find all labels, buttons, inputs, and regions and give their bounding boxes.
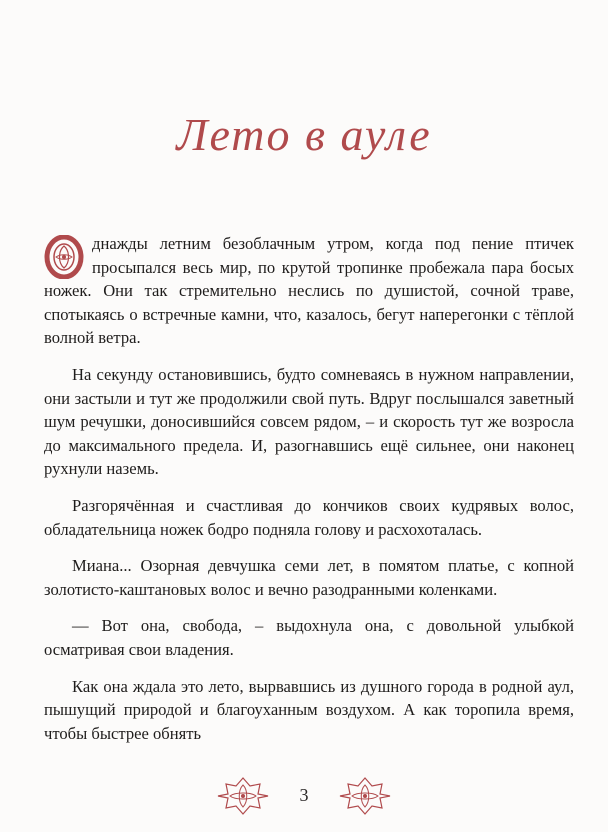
paragraph-6: Как она ждала это лето, вырвавшись из душного города в родной аул, пышущий природой и благоуханным воздухом. А как торопила время, чтобы быстрее обнять — [44, 676, 574, 743]
page-number: 3 — [299, 785, 309, 805]
chapter-text — [44, 232, 574, 758]
paragraph-4: Миана... Озорная девчушка семи лет, в помятом платье, с копной золотисто-каштановых волос и вечно разодранными коленками. — [44, 556, 574, 599]
paragraph-5: — Вот она, свобода, – выдохнула она, с довольной улыбкой осматривая свои владения. — [44, 616, 574, 659]
chapter-title: Лето в ауле — [176, 109, 432, 160]
paragraph-2: На секунду остановившись, будто сомневаясь в нужном направлении, они застыли и тут же продолжили свой путь. Вдруг послышался заветный шум речушки, доносившийся совсем рядом, – и скорость тут же возросла до максимального предела. И, разогнавшись ещё сильнее, они наконец рухнули наземь. — [44, 364, 574, 479]
paragraph-1 — [44, 232, 574, 350]
dropcap-ornament — [44, 235, 84, 279]
paragraph-3: Разгорячённая и счастливая до кончиков своих кудрявых волос, обладательница ножек бодро подняла голову и расхохоталась. — [44, 495, 574, 539]
paragraph-1-text: днажды летним безоблачным утром, когда под пение птичек просыпался весь мир, по крутой тропинке пробежала пара босых ножек. Они так стремительно неслись по душистой, сочной траве, спотыкаясь о встречные камни, что, казалось, бегут наперегонки с тёплой волной ветра. — [44, 234, 574, 348]
ornament-right-icon — [338, 776, 392, 816]
page-footer — [0, 776, 608, 816]
ornament-left-icon — [216, 776, 270, 816]
